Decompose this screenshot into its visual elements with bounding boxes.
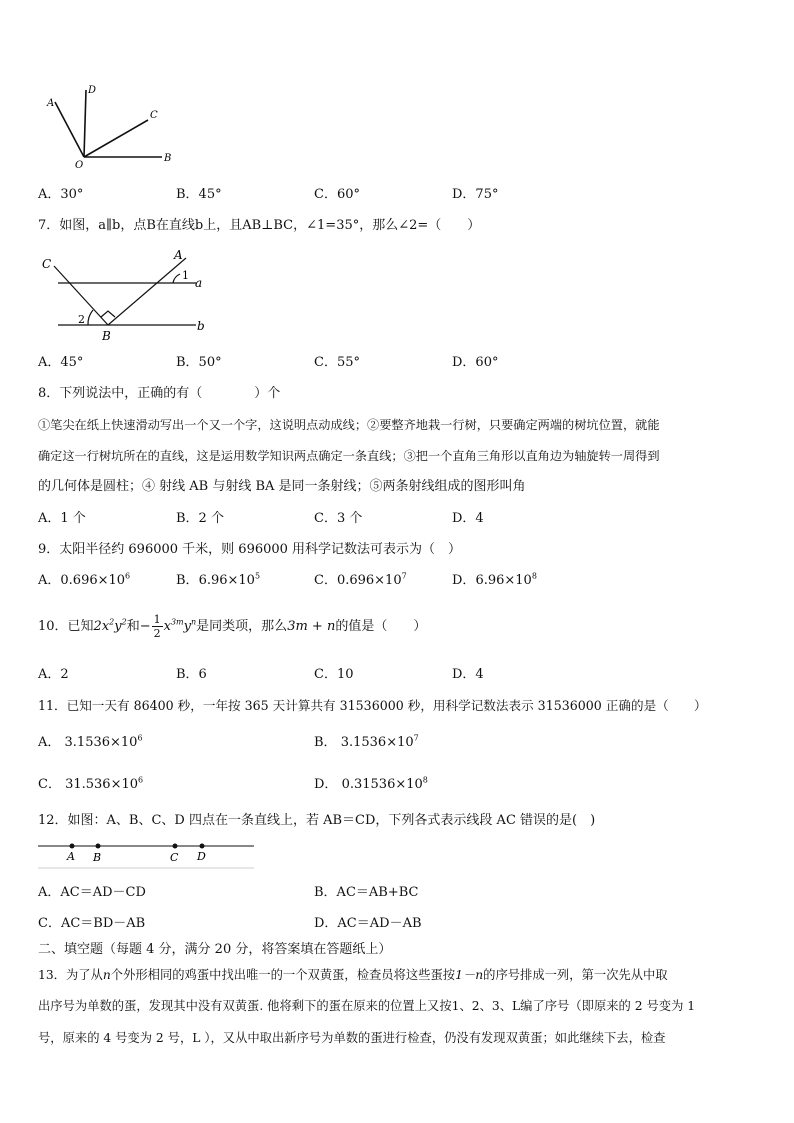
q12-option-b: B．AC＝AB+BC bbox=[314, 885, 419, 900]
q12-option-a: A．AC＝AD－CD bbox=[38, 885, 146, 900]
section-2-title: 二、填空题（每题 4 分，满分 20 分，将答案填在答题纸上） bbox=[38, 942, 392, 957]
label-A: A bbox=[47, 98, 55, 109]
q11-stem: 11．已知一天有 86400 秒，一年按 365 天计算共有 31536000 秒，用科学记数法表示 31536000 正确的是（ ） bbox=[38, 698, 707, 713]
q8-option-b: B．2 个 bbox=[176, 511, 224, 526]
angle-2-label: 2 bbox=[78, 313, 85, 326]
q11-option-c: C． $31.536\times 10^6$ bbox=[38, 775, 144, 792]
q8-option-c: C．3 个 bbox=[314, 511, 363, 526]
q9-option-b: B．$6.96\times 10^5$ bbox=[176, 571, 261, 588]
point-d bbox=[200, 844, 205, 849]
parallel-lines-figure-q7 bbox=[38, 246, 218, 342]
point-b bbox=[96, 844, 101, 849]
line-a-label: a bbox=[195, 276, 203, 290]
q9-option-c: C．$0.696\times 10^7$ bbox=[314, 571, 407, 588]
q8-body-line-1: ①笔尖在纸上快速滑动写出一个又一个字，这说明点动成线；②要整齐地栽一行树，只要确定两端的树坑位置，就能 bbox=[38, 418, 660, 432]
angle-figure-q6 bbox=[40, 80, 190, 170]
q7-option-a: A．45° bbox=[38, 355, 84, 370]
q10-option-a: A．2 bbox=[38, 667, 69, 682]
q11-option-b: B． $3.1536\times 10^7$ bbox=[314, 733, 419, 750]
q13-line-3: 号，原来的 4 号变为 2 号，L ），又从中取出新序号为单数的蛋进行检查，仍没有发现双黄蛋；如此继续下去，检查 bbox=[38, 1031, 666, 1045]
q13-line-1: 13．为了从n个外形相同的鸡蛋中找出唯一的一个双黄蛋，检查员将这些蛋按1－n的序号排成一列，第一次先从中取 bbox=[38, 968, 668, 982]
q6-option-b: B．45° bbox=[176, 187, 222, 202]
point-c bbox=[173, 844, 178, 849]
point-a-label: A bbox=[67, 850, 75, 863]
line-b-label: b bbox=[197, 319, 205, 333]
q10-option-d: D．4 bbox=[452, 667, 484, 682]
q8-body-line-3: 的几何体是圆柱；④ 射线 AB 与射线 BA 是同一条射线；⑤两条射线组成的图形叫角 bbox=[38, 479, 526, 494]
q10-option-b: B．6 bbox=[176, 667, 207, 682]
angle-1-label: 1 bbox=[182, 269, 189, 282]
label-C: C bbox=[150, 110, 158, 121]
q10-stem: 10．已知$2x^2y^2$和− $\frac{1}{2}$ $x^{3m}y^n$是同类项，那么3m + n的值是（ ） bbox=[38, 613, 427, 640]
fraction-one-half: $\frac{1}{2}$ bbox=[153, 613, 161, 640]
q6-option-d: D．75° bbox=[452, 187, 499, 202]
q8-body-line-2: 确定这一行树坑所在的直线，这是运用数学知识两点确定一条直线；③把一个直角三角形以直角边为轴旋转一周得到 bbox=[38, 449, 660, 463]
q8-option-d: D．4 bbox=[452, 511, 484, 526]
point-b-label: B bbox=[93, 851, 102, 864]
q8-stem: 8．下列说法中，正确的有（ ）个 bbox=[38, 386, 281, 401]
q7-option-b: B．50° bbox=[176, 355, 222, 370]
q10-option-c: C．10 bbox=[314, 667, 354, 682]
q11-option-a: A． $3.1536\times 10^6$ bbox=[38, 733, 143, 750]
q9-option-a: A．$0.696\times 10^6$ bbox=[38, 571, 131, 588]
q7-stem: 7．如图，a∥b，点B在直线b上，且AB⊥BC，∠1=35°，那么∠2=（ ） bbox=[38, 218, 481, 233]
label-B: B bbox=[102, 329, 111, 342]
number-line-figure-q12 bbox=[38, 838, 258, 872]
q13-line-2: 出序号为单数的蛋，发现其中没有双黄蛋. 他将剩下的蛋在原来的位置上又按1、2、3、L编了序号（即原来的 2 号变为 1 bbox=[38, 999, 696, 1013]
label-C: C bbox=[42, 257, 52, 271]
label-D: D bbox=[88, 85, 97, 96]
q12-stem: 12．如图：A、B、C、D 四点在一条直线上，若 AB＝CD，下列各式表示线段 AC 错误的是( ) bbox=[38, 813, 596, 828]
q9-stem: 9．太阳半径约 696000 千米，则 696000 用科学记数法可表示为（ ） bbox=[38, 542, 462, 557]
label-O: O bbox=[75, 160, 84, 170]
q11-option-d: D． $0.31536\times 10^8$ bbox=[314, 775, 428, 792]
q7-option-d: D．60° bbox=[452, 355, 499, 370]
label-B: B bbox=[164, 153, 172, 164]
q6-option-c: C．60° bbox=[314, 187, 360, 202]
q6-option-a: A．30° bbox=[38, 187, 84, 202]
q12-option-c: C．AC＝BD－AB bbox=[38, 916, 146, 931]
label-A: A bbox=[174, 248, 183, 262]
point-a bbox=[70, 844, 75, 849]
q8-option-a: A．1 个 bbox=[38, 511, 86, 526]
point-d-label: D bbox=[197, 850, 206, 863]
q12-option-d: D．AC＝AD－AB bbox=[314, 916, 422, 931]
q9-option-d: D．$6.96\times 10^8$ bbox=[452, 571, 537, 588]
q7-option-c: C．55° bbox=[314, 355, 360, 370]
point-c-label: C bbox=[170, 851, 179, 864]
